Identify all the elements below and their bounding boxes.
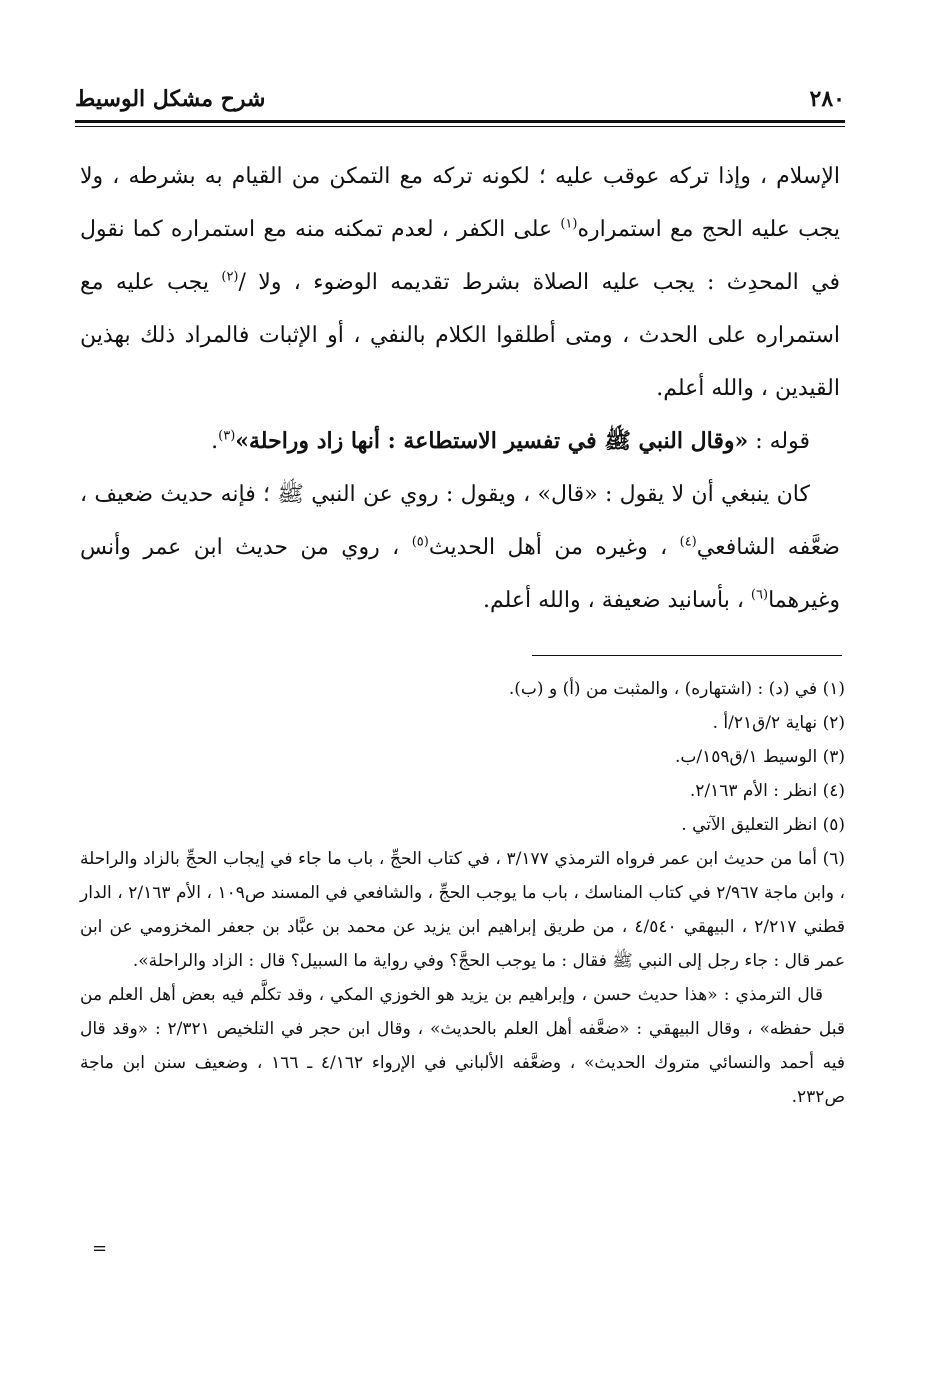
paragraph-2 bbox=[80, 468, 840, 627]
heading-prefix: قوله : bbox=[748, 429, 810, 454]
footnotes bbox=[80, 672, 845, 1114]
footnote-6-continuation: قال الترمذي : «هذا حديث حسن ، وإبراهيم بن يزيد هو الخوزي المكي ، وقد تكلَّم فيه بعض أهل العلم من قبل حفظه» ، وقال البيهقي : «ضعَّفه أهل العلم بالحديث» ، وقال ابن حجر في التلخيص ٢/٣٢١ : «وقد قال فيه أحمد والنسائي متروك الحديث» ، وضعَّفه الألباني في الإرواء ٤/١٦٢ ـ ١٦٦ ، وضعيف سنن ابن ماجة ص٢٣٢. bbox=[80, 985, 845, 1107]
quoted-heading bbox=[80, 415, 840, 468]
continuation-mark: = bbox=[92, 1238, 108, 1259]
footnote-1: (١) في (د) : (اشتهاره) ، والمثبت من (أ) و (ب). bbox=[508, 679, 845, 699]
footnote-separator bbox=[532, 655, 842, 656]
footnote-4: (٤) انظر : الأم ٢/١٦٣. bbox=[689, 781, 845, 801]
footnote-6: (٦) أما من حديث ابن عمر فرواه الترمذي ٣/١٧٧ ، في كتاب الحجِّ ، باب ما جاء في إيجاب الحجِّ بالزاد والراحلة ، وابن ماجة ٢/٩٦٧ في كتاب المناسك ، باب ما يوجب الحجِّ ، والشافعي في المسند ص١٠٩ ، الأم ٢/١٦٣ ، الدار قطني ٢/٢١٧ ، البيهقي ٤/٥٤٠ ، من طريق إبراهيم ابن يزيد عن محمد بن عبَّاد بن جعفر المخزومي عن ابن عمر قال : جاء رجل إلى النبي ﷺ فقال : ما يوجب الحجَّ؟ وفي رواية ما السبيل؟ قال : الزاد والراحلة». bbox=[80, 849, 845, 971]
heading-suffix: . bbox=[211, 429, 219, 454]
footnote-2: (٢) نهاية ٢/ق٢١/أ . bbox=[712, 713, 845, 733]
running-title: شرح مشكل الوسيط bbox=[75, 86, 266, 112]
heading-quote: «وقال النبي ﷺ في تفسير الاستطاعة : أنها زاد وراحلة» bbox=[235, 428, 749, 454]
footnote-ref-5: (٥) bbox=[411, 534, 429, 550]
paragraph-2-part-a: كان ينبغي أن لا يقول : «قال» ، ويقول : روي عن النبي ﷺ ؛ فإنه حديث ضعيف ، ضعَّفه الشافعي bbox=[80, 482, 840, 560]
page-number: ٢٨٠ bbox=[809, 86, 845, 112]
paragraph-1 bbox=[80, 150, 840, 415]
header-rule-thick bbox=[75, 120, 845, 123]
paragraph-1-part-b: على الكفر ، لعدم تمكنه منه مع استمراره كما نقول في المحدِث : يجب عليه الصلاة بشرط تقديمه الوضوء ، ولا / bbox=[80, 217, 840, 295]
footnote-ref-3: (٣) bbox=[218, 428, 236, 444]
footnote-ref-2: (٢) bbox=[221, 269, 239, 285]
footnote-ref-4: (٤) bbox=[679, 534, 697, 550]
paragraph-2-part-b: ، وغيره من أهل الحديث bbox=[428, 535, 680, 560]
header-rule-thin bbox=[75, 126, 845, 127]
paragraph-2-part-d: ، بأسانيد ضعيفة ، والله أعلم. bbox=[482, 588, 751, 613]
paragraph-2-part-c: ، روي من حديث ابن عمر وأنس وغيرهما bbox=[80, 535, 840, 613]
footnote-ref-1: (١) bbox=[560, 216, 578, 232]
paragraph-1-part-a: الإسلام ، وإذا تركه عوقب عليه ؛ لكونه تركه مع التمكن من القيام به بشرطه ، ولا يجب عليه الحج مع استمراره bbox=[80, 164, 841, 242]
footnote-3: (٣) الوسيط ١/ق١٥٩/ب. bbox=[674, 747, 845, 767]
main-text bbox=[80, 150, 840, 627]
footnote-ref-6: (٦) bbox=[750, 587, 769, 603]
page-header bbox=[75, 86, 845, 118]
paragraph-1-part-c: يجب عليه مع استمراره على الحدث ، ومتى أطلقوا الكلام بالنفي ، أو الإثبات فالمراد ذلك بهذين القيدين ، والله أعلم. bbox=[80, 270, 840, 401]
footnote-5: (٥) انظر التعليق الآتي . bbox=[681, 815, 845, 835]
